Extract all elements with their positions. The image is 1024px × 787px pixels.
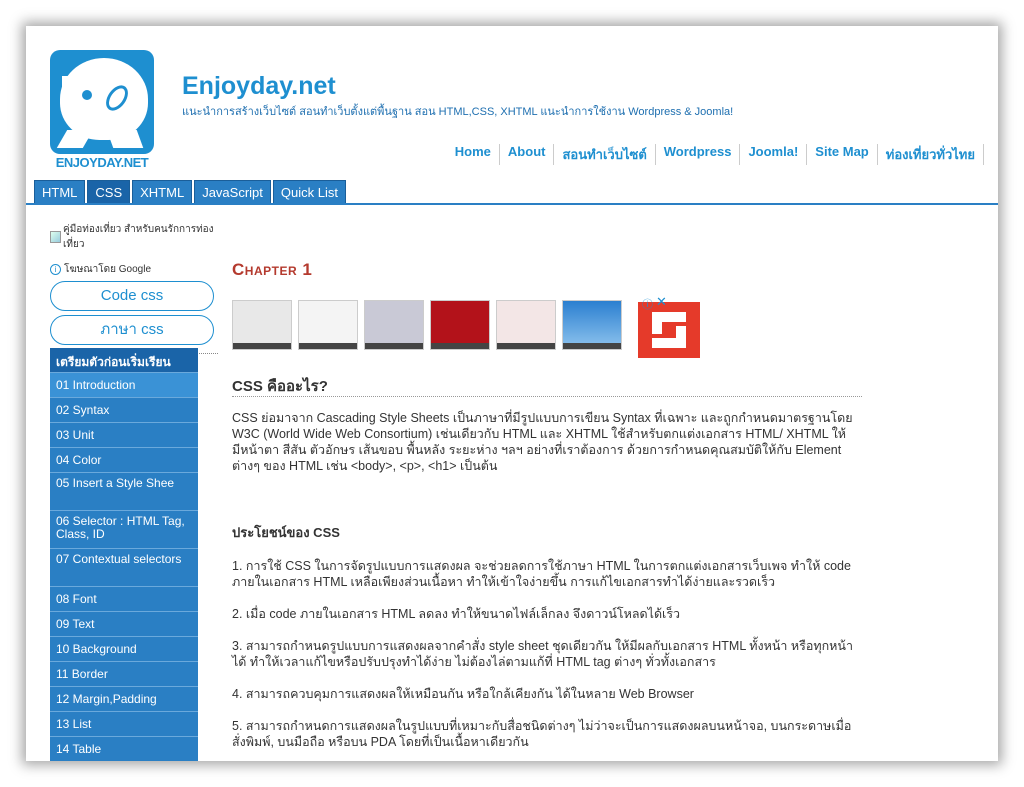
ad-thumbnail[interactable] [562,300,622,350]
menu-item-unit[interactable]: 03 Unit [50,422,198,447]
tab-html[interactable]: HTML [34,180,85,204]
sidebar [50,222,218,354]
tab-javascript[interactable]: JavaScript [194,180,271,204]
ad-thumbnail[interactable] [232,300,292,350]
section-divider [232,396,862,397]
main-content [232,260,882,749]
menu-item-contextual[interactable]: 07 Contextual selectors [50,548,198,586]
broken-image-icon [50,231,61,243]
benefit-item: 1. การใช้ CSS ในการจัดรูปแบบการแสดงผล จะช่วยลดการใช้ภาษา HTML ในการตกแต่งเอกสารเว็บเพจ ทำให้ code ภายในเอกสาร HTML เหลือเพียงส่วนเนื้อหา ทำให้เข้าใจง่ายขึ้น การแก้ไขเอกสารทำได้ง่ายและรวดเร็ว [232,559,851,589]
ad-link-css-language[interactable]: ภาษา css [50,315,214,345]
ad-link-code-css[interactable]: Code css [50,281,214,311]
ad-thumbnail[interactable] [496,300,556,350]
benefits-title: ประโยชน์ของ CSS [232,525,340,540]
menu-item-background[interactable]: 10 Background [50,636,198,661]
menu-item-text[interactable]: 09 Text [50,611,198,636]
nav-about[interactable]: About [500,144,555,165]
menu-item-border[interactable]: 11 Border [50,661,198,686]
menu-item-color[interactable]: 04 Color [50,447,198,472]
ad-thumbnail[interactable] [430,300,490,350]
ad-thumbnail[interactable] [364,300,424,350]
nav-wordpress[interactable]: Wordpress [656,144,741,165]
nav-learn-web[interactable]: สอนทำเว็บไซต์ [554,144,655,165]
nav-home[interactable]: Home [447,144,500,165]
ad-info-icon[interactable]: ⓘ [642,299,653,311]
ad-close-icon[interactable]: ✕ [656,294,667,309]
site-tagline: แนะนำการสร้างเว็บไซต์ สอนทำเว็บตั้งแต่พื้นฐาน สอน HTML,CSS, XHTML แนะนำการใช้งาน Wordpress & Joomla! [182,106,734,118]
site-logo[interactable] [50,50,154,170]
menu-item-font[interactable]: 08 Font [50,586,198,611]
menu-item-table[interactable]: 14 Table [50,736,198,761]
category-tabs [34,180,348,204]
benefit-item: 3. สามารถกำหนดรูปแบบการแสดงผลจากคำสั่ง style sheet ชุดเดียวกัน ให้มีผลกับเอกสาร HTML ทั้งหน้า หรือทุกหน้าได้ ทำให้เวลาแก้ไขหรือปรับปรุงทำได้ง่าย ไม่ต้องไล่ตามแก้ที่ HTML tag ต่างๆ ทั่วทั้งเอกสาร [232,639,853,669]
site-title[interactable]: Enjoyday.net [182,72,336,100]
menu-item-syntax[interactable]: 02 Syntax [50,397,198,422]
ad-label[interactable] [50,262,218,277]
menu-item-insert-style[interactable]: 05 Insert a Style Shee [50,472,198,510]
image-alt-text: คู่มือท่องเที่ยว สำหรับคนรักการท่องเที่ยว [63,224,214,250]
travel-guide-image[interactable] [50,222,218,252]
tab-xhtml[interactable]: XHTML [132,180,192,204]
info-icon: i [50,264,61,275]
menu-heading: เตรียมตัวก่อนเริ่มเรียน [50,348,198,372]
tab-quick-list[interactable]: Quick List [273,180,346,204]
nav-sitemap[interactable]: Site Map [807,144,877,165]
ad-thumbnail[interactable] [298,300,358,350]
menu-item-margin-padding[interactable]: 12 Margin,Padding [50,686,198,711]
ad-banner[interactable] [232,296,712,352]
site-header [26,26,998,204]
logo-text: ENJOYDAY.NET [55,155,149,170]
section-title: CSS คืออะไร? [232,378,328,395]
menu-item-selector[interactable]: 06 Selector : HTML Tag, Class, ID [50,510,198,548]
menu-item-introduction[interactable]: 01 Introduction [50,372,198,397]
benefit-item: 4. สามารถควบคุมการแสดงผลให้เหมือนกัน หรือใกล้เคียงกัน ได้ในหลาย Web Browser [232,687,694,701]
benefit-item: 2. เมื่อ code ภายในเอกสาร HTML ลดลง ทำให้ขนาดไฟล์เล็กลง จึงดาวน์โหลดได้เร็ว [232,607,681,621]
lesson-menu [50,348,198,761]
nav-joomla[interactable]: Joomla! [740,144,807,165]
web-page [26,26,998,761]
nav-travel[interactable]: ท่องเที่ยวทั่วไทย [878,144,984,165]
tab-css[interactable]: CSS [87,180,130,204]
intro-paragraph: CSS ย่อมาจาก Cascading Style Sheets เป็นภาษาที่มีรูปแบบการเขียน Syntax ที่เฉพาะ และถูกกำหนดมาตรฐานโดย W3C (World Wide Web Consortium) เช่นเดียวกับ HTML และ XHTML ใช้สำหรับตกแต่งเอกสาร HTML/ XHTML ให้มีหน้าตา สีสัน ตัวอักษร เส้นขอบ พื้นหลัง ระยะห่าง ฯลฯ อย่างที่เราต้องการ ด้วยการกำหนดคุณสมบัติให้กับ Element ต่างๆ ของ HTML เช่น <body>, <p>, <h1> เป็นต้น [232,411,853,473]
ad-label-text: โฆษณาโดย Google [64,264,152,275]
top-navigation [447,144,984,165]
menu-item-list[interactable]: 13 List [50,711,198,736]
header-divider [26,203,998,205]
chapter-title: Chapter 1 [232,260,313,279]
benefit-item: 5. สามารถกำหนดการแสดงผลในรูปแบบที่เหมาะกับสื่อชนิดต่างๆ ไม่ว่าจะเป็นการแสดงผลบนหน้าจอ, บนกระดาษเมื่อสั่งพิมพ์, บนมือถือ หรือบน PDA โดยที่เป็นเนื้อหาเดียวกัน [232,719,852,749]
